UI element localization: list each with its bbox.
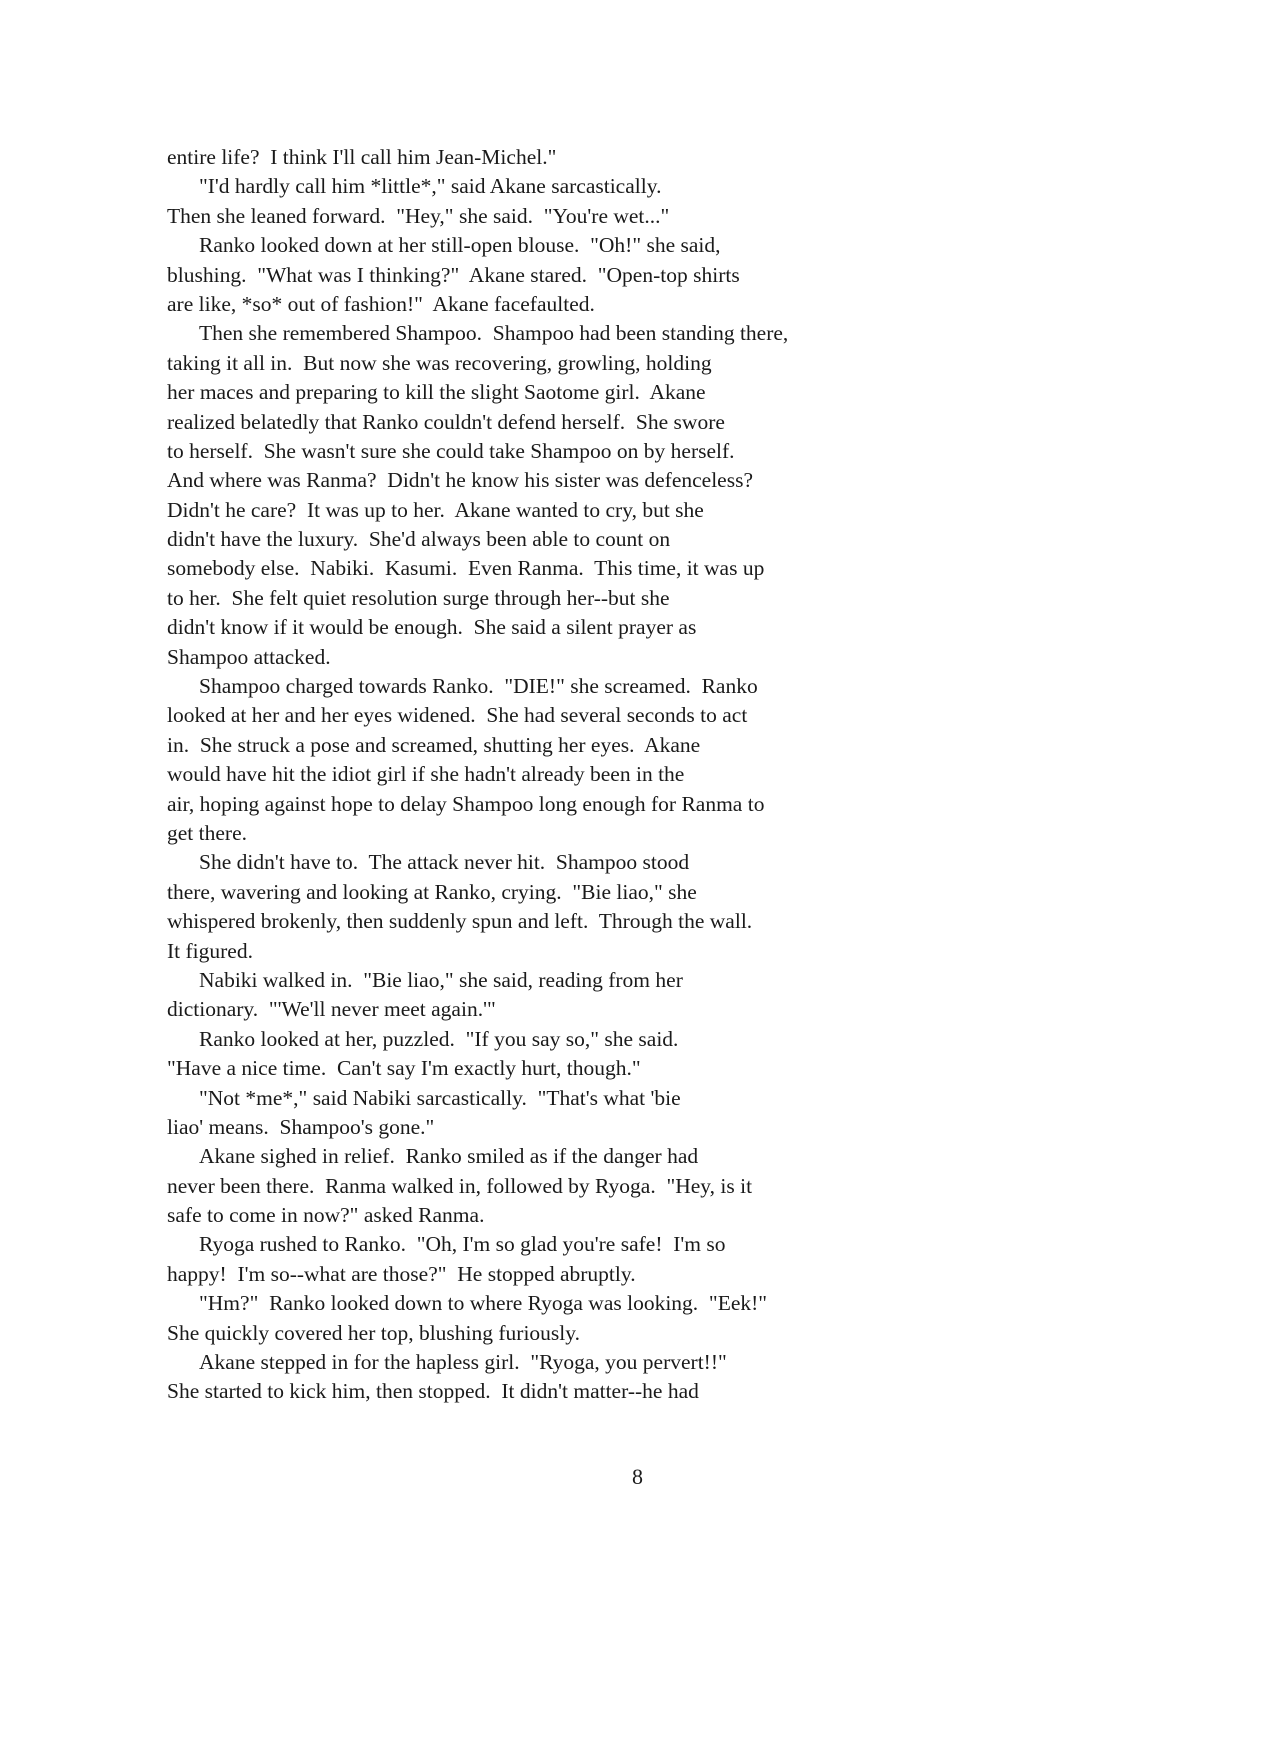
text-line: She didn't have to. The attack never hit. Shampoo stood bbox=[199, 850, 690, 875]
text-line: would have hit the idiot girl if she hadn't already been in the bbox=[167, 762, 685, 787]
text-line: And where was Ranma? Didn't he know his sister was defenceless? bbox=[167, 468, 754, 493]
text-line: taking it all in. But now she was recovering, growling, holding bbox=[167, 350, 712, 375]
text-line: She quickly covered her top, blushing furiously. bbox=[167, 1320, 581, 1345]
text-line: realized belatedly that Ranko couldn't defend herself. She swore bbox=[167, 409, 725, 434]
text-line: never been there. Ranma walked in, followed by Ryoga. "Hey, is it bbox=[167, 1173, 753, 1198]
text-line: didn't have the luxury. She'd always been able to count on bbox=[167, 527, 671, 552]
text-line: entire life? I think I'll call him Jean-Michel." bbox=[167, 145, 557, 169]
text-line: her maces and preparing to kill the slight Saotome girl. Akane bbox=[167, 380, 706, 405]
text-line: to her. She felt quiet resolution surge through her--but she bbox=[167, 585, 670, 610]
body-text bbox=[167, 143, 897, 1407]
text-line: It figured. bbox=[167, 938, 253, 963]
text-line: get there. bbox=[167, 820, 247, 845]
text-line: She started to kick him, then stopped. It didn't matter--he had bbox=[167, 1379, 699, 1404]
text-line: Akane stepped in for the hapless girl. "Ryoga, you pervert!!" bbox=[199, 1350, 727, 1375]
text-line: "Have a nice time. Can't say I'm exactly hurt, though." bbox=[167, 1056, 641, 1081]
text-line: happy! I'm so--what are those?" He stopped abruptly. bbox=[167, 1261, 636, 1286]
text-line: Then she leaned forward. "Hey," she said. "You're wet..." bbox=[167, 203, 670, 228]
text-line: Then she remembered Shampoo. Shampoo had been standing there, bbox=[199, 321, 789, 346]
text-line: Ranko looked at her, puzzled. "If you say so," she said. bbox=[199, 1026, 679, 1051]
text-line: looked at her and her eyes widened. She had several seconds to act bbox=[167, 703, 748, 728]
text-line: are like, *so* out of fashion!" Akane facefaulted. bbox=[167, 291, 595, 316]
text-line: didn't know if it would be enough. She said a silent prayer as bbox=[167, 615, 697, 640]
text-line: "Hm?" Ranko looked down to where Ryoga was looking. "Eek!" bbox=[199, 1291, 768, 1316]
text-line: Ranko looked down at her still-open blouse. "Oh!" she said, bbox=[199, 233, 721, 258]
text-line: Ryoga rushed to Ranko. "Oh, I'm so glad you're safe! I'm so bbox=[199, 1232, 726, 1257]
page-number: 8 bbox=[632, 1464, 643, 1489]
text-line: dictionary. "'We'll never meet again.'" bbox=[167, 997, 496, 1022]
text-line: Nabiki walked in. "Bie liao," she said, reading from her bbox=[199, 967, 683, 992]
text-line: "I'd hardly call him *little*," said Akane sarcastically. bbox=[199, 174, 662, 199]
text-line: Akane sighed in relief. Ranko smiled as if the danger had bbox=[199, 1144, 699, 1169]
text-line: there, wavering and looking at Ranko, crying. "Bie liao," she bbox=[167, 879, 697, 904]
text-line: blushing. "What was I thinking?" Akane stared. "Open-top shirts bbox=[167, 262, 740, 287]
text-line: whispered brokenly, then suddenly spun and left. Through the wall. bbox=[167, 909, 753, 934]
text-line: Shampoo charged towards Ranko. "DIE!" she screamed. Ranko bbox=[199, 674, 758, 699]
text-line: in. She struck a pose and screamed, shutting her eyes. Akane bbox=[167, 732, 701, 757]
text-line: somebody else. Nabiki. Kasumi. Even Ranma. This time, it was up bbox=[167, 556, 765, 581]
text-line: Didn't he care? It was up to her. Akane wanted to cry, but she bbox=[167, 497, 704, 522]
text-line: Shampoo attacked. bbox=[167, 644, 331, 669]
text-line: "Not *me*," said Nabiki sarcastically. "That's what 'bie bbox=[199, 1085, 681, 1110]
text-line: to herself. She wasn't sure she could take Shampoo on by herself. bbox=[167, 438, 735, 463]
text-line: liao' means. Shampoo's gone." bbox=[167, 1114, 435, 1139]
text-line: safe to come in now?" asked Ranma. bbox=[167, 1203, 485, 1228]
text-line: air, hoping against hope to delay Shampoo long enough for Ranma to bbox=[167, 791, 765, 816]
